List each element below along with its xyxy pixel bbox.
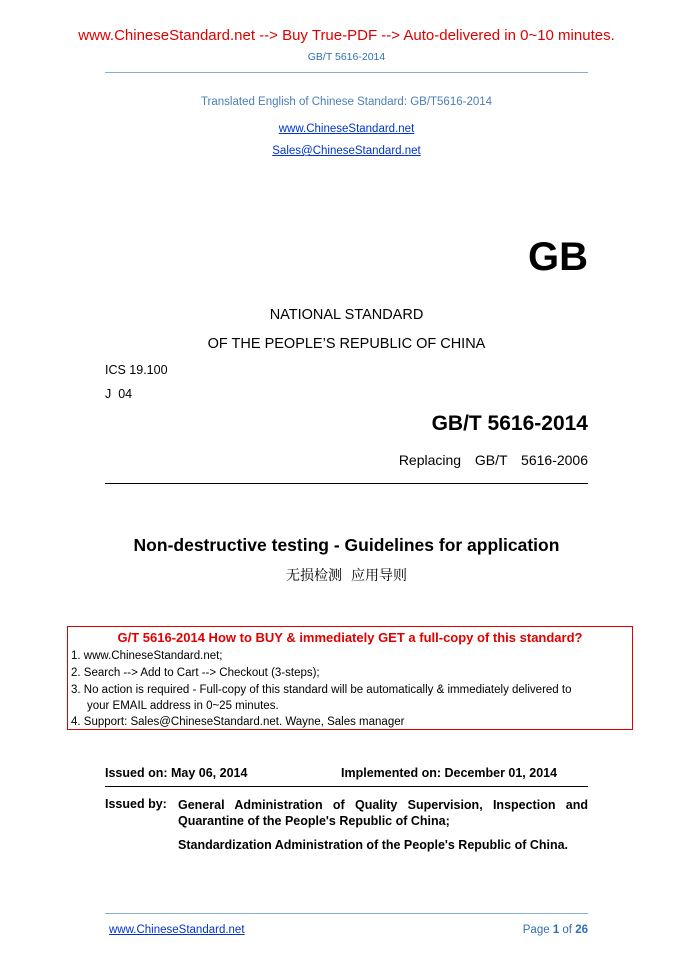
header-standard-code: GB/T 5616-2014 bbox=[307, 51, 386, 63]
header-divider bbox=[105, 72, 588, 73]
buy-step: your EMAIL address in 0~25 minutes. bbox=[71, 700, 279, 712]
national-standard-heading: NATIONAL STANDARD bbox=[269, 307, 424, 323]
site-link[interactable]: www.ChineseStandard.net bbox=[278, 123, 415, 135]
title-english: Non-destructive testing - Guidelines for application bbox=[133, 535, 560, 555]
replacing-line: Replacing GB/T 5616-2006 bbox=[398, 452, 588, 468]
page-total: 26 bbox=[575, 924, 588, 936]
issuer-aqsiq: General Administration of Quality Supervision, Inspection and Quarantine of the People's Republic of China; bbox=[178, 798, 588, 828]
standard-number: GB/T 5616-2014 bbox=[431, 412, 588, 435]
buy-heading: G/T 5616-2014 How to BUY & immediately GET a full-copy of this standard? bbox=[117, 630, 583, 645]
gb-logo: GB bbox=[528, 235, 588, 279]
buy-step: 1. www.ChineseStandard.net; bbox=[71, 650, 223, 662]
buy-step: 2. Search --> Add to Cart --> Checkout (3-steps); bbox=[71, 667, 320, 679]
title-chinese: 无损检测 应用导则 bbox=[286, 568, 407, 584]
republic-heading: OF THE PEOPLE’S REPUBLIC OF CHINA bbox=[207, 336, 486, 352]
page-of: of bbox=[559, 924, 576, 936]
issued-by-label: Issued by: bbox=[105, 797, 167, 811]
sales-link-row bbox=[0, 141, 693, 159]
ccs-code: J 04 bbox=[105, 387, 133, 401]
page-prefix: Page bbox=[522, 924, 553, 936]
issued-on: Issued on: May 06, 2014 bbox=[105, 766, 248, 780]
implemented-on: Implemented on: December 01, 2014 bbox=[341, 766, 558, 780]
ics-code: ICS 19.100 bbox=[105, 363, 168, 377]
translated-line: Translated English of Chinese Standard: GB/T5616-2014 bbox=[200, 96, 493, 108]
footer-site-link[interactable]: www.ChineseStandard.net bbox=[109, 924, 245, 936]
top-banner[interactable]: www.ChineseStandard.net --> Buy True-PDF --> Auto-delivered in 0~10 minutes. bbox=[78, 27, 615, 44]
issuer-sac: Standardization Administration of the People's Republic of China. bbox=[178, 838, 569, 852]
buy-step: 3. No action is required - Full-copy of this standard will be automatically & immediately delivered to bbox=[71, 684, 572, 696]
issuance-divider bbox=[105, 786, 588, 787]
footer-divider bbox=[105, 913, 588, 914]
site-link-row bbox=[0, 119, 693, 137]
sales-email-link[interactable]: Sales@ChineseStandard.net bbox=[272, 145, 421, 157]
buy-instructions-box bbox=[67, 626, 633, 730]
page-indicator bbox=[523, 924, 588, 936]
buy-step: 4. Support: Sales@ChineseStandard.net. Wayne, Sales manager bbox=[71, 716, 405, 728]
page-current: 1 bbox=[552, 924, 560, 936]
cover-divider bbox=[105, 483, 588, 484]
